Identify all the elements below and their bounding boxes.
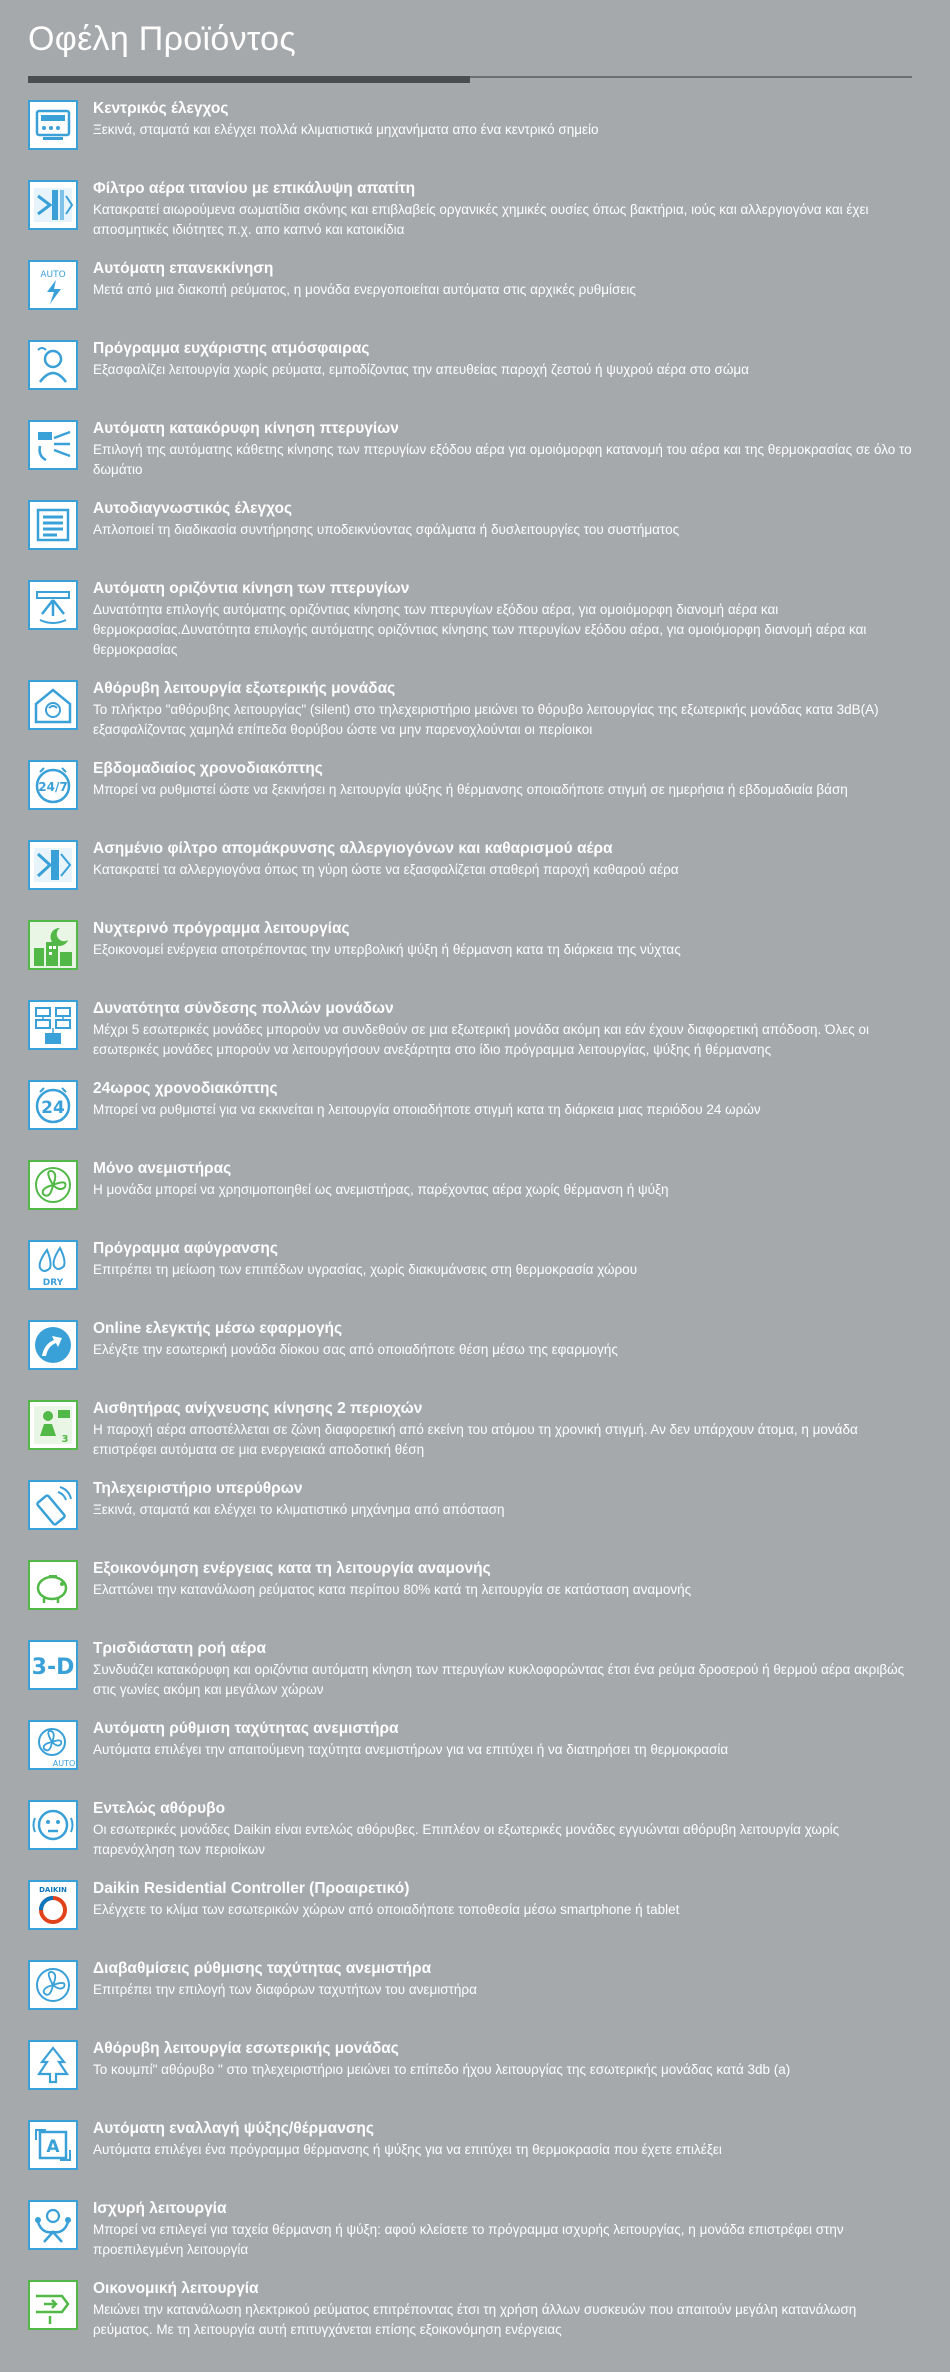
svg-text:24/7: 24/7	[38, 780, 68, 794]
horizontal-swing-icon	[28, 580, 78, 630]
infrared-remote-icon	[28, 1480, 78, 1530]
comfort-program-icon	[28, 340, 78, 390]
feature-item	[28, 2280, 918, 2354]
feature-title: Αυτοδιαγνωστικός έλεγχος	[93, 500, 293, 517]
online-controller-icon	[28, 1320, 78, 1370]
svg-text:DAIKIN: DAIKIN	[39, 1886, 67, 1894]
feature-description: Συνδυάζει κατακόρυφη και οριζόντια αυτόματη κίνηση των πτερυγίων κυκλοφορώντας έτσι ένα ρεύμα δροσερού ή θερμού αέρα ακριβώς στις γωνίες ακόμη και μεγάλων χώρων	[93, 1662, 905, 1697]
fan-speed-steps-icon	[28, 1960, 78, 2010]
feature-description: Ξεκινά, σταματά και ελέγχει πολλά κλιματιστικά μηχανήματα απο ένα κεντρικό σημείο	[93, 122, 599, 137]
feature-item	[28, 1240, 918, 1314]
feature-item	[28, 1320, 918, 1394]
3d-airflow-icon	[28, 1640, 78, 1690]
feature-title: Εβδομαδιαίος χρονοδιακόπτης	[93, 760, 323, 777]
feature-item	[28, 180, 918, 254]
feature-title: Τηλεχειριστήριο υπερύθρων	[93, 1480, 303, 1497]
central-control-icon	[28, 100, 78, 150]
feature-title: Μόνο ανεμιστήρας	[93, 1160, 232, 1177]
quiet-outdoor-unit-icon	[28, 680, 78, 730]
auto-changeover-icon	[28, 2120, 78, 2170]
feature-description: Δυνατότητα επιλογής αυτόματης οριζόντιας κίνησης των πτερυγίων εξόδου αέρα, για ομοιόμορφη διανομή αέρα και θερμοκρασίας.Δυνατότητα επιλογής αυτόματης οριζόντιας κίνησης των πτερυγίων εξόδου αέρα, για ομοιόμορφη διανομή αέρα και θερμοκρασίας	[93, 602, 867, 657]
feature-title: Αυτόματη εναλλαγή ψύξης/θέρμανσης	[93, 2120, 374, 2137]
feature-description: Επιτρέπει τη μείωση των επιπέδων υγρασίας, χωρίς διακυμάνσεις στη θερμοκρασία χώρου	[93, 1262, 638, 1277]
fan-only-icon	[28, 1160, 78, 1210]
feature-title: Αθόρυβη λειτουργία εξωτερικής μονάδας	[93, 680, 396, 697]
feature-item	[28, 680, 918, 754]
svg-text:A: A	[46, 2137, 60, 2157]
feature-title: Online ελεγκτής μέσω εφαρμογής	[93, 1320, 343, 1337]
feature-title: Πρόγραμμα αφύγρανσης	[93, 1240, 278, 1257]
feature-description: Ελαττώνει την κατανάλωση ρεύματος κατα περίπου 80% κατά τη λειτουργία σε κατάσταση αναμονής	[93, 1582, 692, 1597]
feature-title: Ισχυρή λειτουργία	[93, 2200, 227, 2217]
feature-item	[28, 1560, 918, 1634]
feature-title: Φίλτρο αέρα τιτανίου με επικάλυψη απατίτη	[93, 180, 416, 197]
feature-item	[28, 2200, 918, 2274]
feature-description: Ελέγχετε το κλίμα των εσωτερικών χώρων από οποιαδήποτε τοποθεσία μέσω smartphone ή tablet	[93, 1902, 680, 1917]
feature-description: Μπορεί να ρυθμιστεί ώστε να ξεκινήσει η λειτουργία ψύξης ή θέρμανσης οποιαδήποτε στιγμή σε ημερήσια ή εβδομαδιαία βάση	[93, 782, 848, 797]
feature-title: Ασημένιο φίλτρο απομάκρυνσης αλλεργιογόνων και καθαρισμού αέρα	[93, 840, 613, 857]
whisper-quiet-icon	[28, 1800, 78, 1850]
feature-item	[28, 1640, 918, 1714]
feature-title: Daikin Residential Controller (Προαιρετικό)	[93, 1880, 410, 1897]
feature-item	[28, 1880, 918, 1954]
feature-item	[28, 1720, 918, 1794]
page-title: Οφέλη Προϊόντος	[28, 20, 297, 58]
powerful-mode-icon	[28, 2200, 78, 2250]
feature-title: Δυνατότητα σύνδεσης πολλών μονάδων	[93, 1000, 394, 1017]
feature-description: Μειώνει την κατανάλωση ηλεκτρικού ρεύματος επιτρέποντας έτσι τη χρήση άλλων συσκευών που απαιτούν μεγάλη κατανάλωση ρεύματος. Με τη λειτουργία αυτή επιτυγχάνεται επίσης εξοικονόμηση ενέργειας	[93, 2302, 857, 2337]
feature-description: Ελέγξτε την εσωτερική μονάδα δίοκου σας από οποιαδήποτε θέση μέσω της εφαρμογής	[93, 1342, 618, 1357]
feature-item	[28, 260, 918, 334]
feature-description: Οι εσωτερικές μονάδες Daikin είναι εντελώς αθόρυβες. Επιπλέον οι εξωτερικές μονάδες εγγυώνται αθόρυβη λειτουργία χωρίς παρενόχληση των περιοίκων	[93, 1822, 840, 1857]
feature-title: Αυτόματη οριζόντια κίνηση των πτερυγίων	[93, 580, 410, 597]
titanium-apatite-filter-icon	[28, 180, 78, 230]
feature-item	[28, 1080, 918, 1154]
feature-item	[28, 1800, 918, 1874]
24-hour-timer-icon	[28, 1080, 78, 1130]
feature-item	[28, 760, 918, 834]
feature-title: Αυτόματη ρύθμιση ταχύτητας ανεμιστήρα	[93, 1720, 399, 1737]
feature-title: Οικονομική λειτουργία	[93, 2280, 259, 2297]
feature-title: Διαβαθμίσεις ρύθμισης ταχύτητας ανεμιστήρα	[93, 1960, 432, 1977]
feature-title: Πρόγραμμα ευχάριστης ατμόσφαιρας	[93, 340, 370, 357]
feature-item	[28, 500, 918, 574]
feature-description: Απλοποιεί τη διαδικασία συντήρησης υποδεικνύοντας σφάλματα ή δυσλειτουργίες του συστήματος	[93, 522, 680, 537]
feature-title: Αισθητήρας ανίχνευσης κίνησης 2 περιοχών	[93, 1400, 423, 1417]
feature-description: Αυτόματα επιλέγει την απαιτούμενη ταχύτητα ανεμιστήρων για να επιτύχει ή να διατηρήσει τη θερμοκρασία	[93, 1742, 729, 1757]
econo-mode-icon	[28, 2280, 78, 2330]
quiet-indoor-unit-icon	[28, 2040, 78, 2090]
feature-description: Κατακρατεί τα αλλεργιογόνα όπως τη γύρη ώστε να εξασφαλίζεται σταθερή παροχή καθαρού αέρα	[93, 862, 679, 877]
feature-item	[28, 100, 918, 174]
feature-item	[28, 1160, 918, 1234]
feature-title: Αυτόματη επανεκκίνηση	[93, 260, 274, 277]
feature-item	[28, 580, 918, 657]
feature-description: Το πλήκτρο "αθόρυβης λειτουργίας" (silent) στο τηλεχειριστήριο μειώνει το θόρυβο λειτουργίας της εξωτερικής μονάδας κατα 3dB(A) εξασφαλίζοντας χαμηλά επίπεδα θορύβου ώστε να μην παρενοχλούνται οι περίοικοι	[93, 702, 879, 737]
self-diagnosis-icon	[28, 500, 78, 550]
feature-description: Επιλογή της αυτόματης κάθετης κίνησης των πτερυγίων εξόδου αέρα για ομοιόμορφη κατανομή του αέρα και της θερμοκρασίας σε όλο το δωμάτιο	[93, 442, 912, 477]
standby-savings-icon	[28, 1560, 78, 1610]
feature-item	[28, 1400, 918, 1474]
feature-item	[28, 1000, 918, 1074]
multi-unit-icon	[28, 1000, 78, 1050]
motion-sensor-icon	[28, 1400, 78, 1450]
feature-item	[28, 2040, 918, 2114]
feature-title: Τρισδιάστατη ροή αέρα	[93, 1640, 266, 1657]
feature-description: Εξοικονομεί ενέργεια αποτρέποντας την υπερβολική ψύξη ή θέρμανση κατα τη διάρκεια της νύχτας	[93, 942, 681, 957]
feature-title: Αθόρυβη λειτουργία εσωτερικής μονάδας	[93, 2040, 399, 2057]
night-mode-icon	[28, 920, 78, 970]
weekly-timer-icon	[28, 760, 78, 810]
feature-title: Νυχτερινό πρόγραμμα λειτουργίας	[93, 920, 350, 937]
feature-item	[28, 2120, 918, 2194]
feature-title: Αυτόματη κατακόρυφη κίνηση πτερυγίων	[93, 420, 399, 437]
title-divider-accent	[28, 76, 470, 83]
feature-description: Η παροχή αέρα αποστέλλεται σε ζώνη διαφορετική από εκείνη του ατόμου τη χρονική στιγμή. Αν δεν υπάρχουν άτομα, η μονάδα επιστρέφει αυτόματα σε μια ενεργειακά αποδοτική θέση	[93, 1422, 858, 1457]
feature-description: Εξασφαλίζει λειτουργία χωρίς ρεύματα, εμποδίζοντας την απευθείας παροχή ζεστού ή ψυχρού αέρα στο σώμα	[93, 362, 749, 377]
dry-program-icon	[28, 1240, 78, 1290]
feature-item	[28, 340, 918, 414]
feature-description: Μπορεί να επιλεγεί για ταχεία θέρμανση ή ψύξη: αφού κλείσετε το πρόγραμμα ισχυρής λειτουργίας, η μονάδα επιστρέφει στην προεπιλεγμένη λειτουργία	[93, 2222, 844, 2257]
feature-description: Κατακρατεί αιωρούμενα σωματίδια σκόνης και επιβλαβείς οργανικές χημικές ουσίες όπως βακτήρια, ιούς και αλλεργιογόνα και έχει αποσμητικές ιδιότητες π.χ. απο καπνό και κατοικίδια	[93, 202, 869, 237]
feature-title: Κεντρικός έλεγχος	[93, 100, 229, 117]
feature-description: Η μονάδα μπορεί να χρησιμοποιηθεί ως ανεμιστήρας, παρέχοντας αέρα χωρίς θέρμανση ή ψύξη	[93, 1182, 669, 1197]
feature-description: Μετά από μια διακοπή ρεύματος, η μονάδα ενεργοποιείται αυτόματα στις αρχικές ρυθμίσεις	[93, 282, 636, 297]
feature-title: Εντελώς αθόρυβο	[93, 1800, 226, 1817]
feature-title: Εξοικονόμηση ενέργειας κατα τη λειτουργία αναμονής	[93, 1560, 491, 1577]
feature-item	[28, 420, 918, 494]
feature-description: Το κουμπί" αθόρυβο " στο τηλεχειριστήριο μειώνει το επίπεδο ήχου λειτουργίας της εσωτερικής μονάδας κατά 3db (a)	[93, 2062, 791, 2077]
auto-fan-speed-icon	[28, 1720, 78, 1770]
feature-title: 24ωρος χρονοδιακόπτης	[93, 1080, 278, 1097]
svg-text:AUTO: AUTO	[52, 1759, 76, 1768]
svg-text:AUTO: AUTO	[40, 270, 66, 280]
svg-text:3: 3	[61, 1434, 69, 1445]
feature-description: Μπορεί να ρυθμιστεί για να εκκινείται η λειτουργία οποιαδήποτε στιγμή κατα τη διάρκεια μιας περιόδου 24 ωρών	[93, 1102, 761, 1117]
auto-restart-icon	[28, 260, 78, 310]
daikin-controller-icon	[28, 1880, 78, 1930]
feature-description: Μέχρι 5 εσωτερικές μονάδες μπορούν να συνδεθούν σε μια εξωτερική μονάδα ακόμη και εάν έχουν διαφορετική απόδοση. Όλες οι εσωτερικές μονάδες μπορούν να λειτουργήσουν ανεξάρτητα στο ίδιο πρόγραμμα λειτουργίας, ψύξης ή θέρμανσης	[93, 1022, 870, 1057]
silver-allergen-filter-icon	[28, 840, 78, 890]
feature-item	[28, 1960, 918, 2034]
feature-description: Επιτρέπει την επιλογή των διαφόρων ταχυτήτων του ανεμιστήρα	[93, 1982, 477, 1997]
feature-description: Ξεκινά, σταματά και ελέγχει το κλιματιστικό μηχάνημα από απόσταση	[93, 1502, 505, 1517]
feature-item	[28, 1480, 918, 1554]
svg-text:24: 24	[41, 1098, 65, 1118]
feature-description: Αυτόματα επιλέγει ένα πρόγραμμα θέρμανσης ή ψύξης για να επιτύχει τη θερμοκρασία που έχετε επιλέξει	[93, 2142, 722, 2157]
vertical-swing-icon	[28, 420, 78, 470]
svg-text:3-D: 3-D	[31, 1655, 75, 1680]
svg-text:DRY: DRY	[42, 1278, 64, 1288]
feature-item	[28, 920, 918, 994]
feature-item	[28, 840, 918, 914]
